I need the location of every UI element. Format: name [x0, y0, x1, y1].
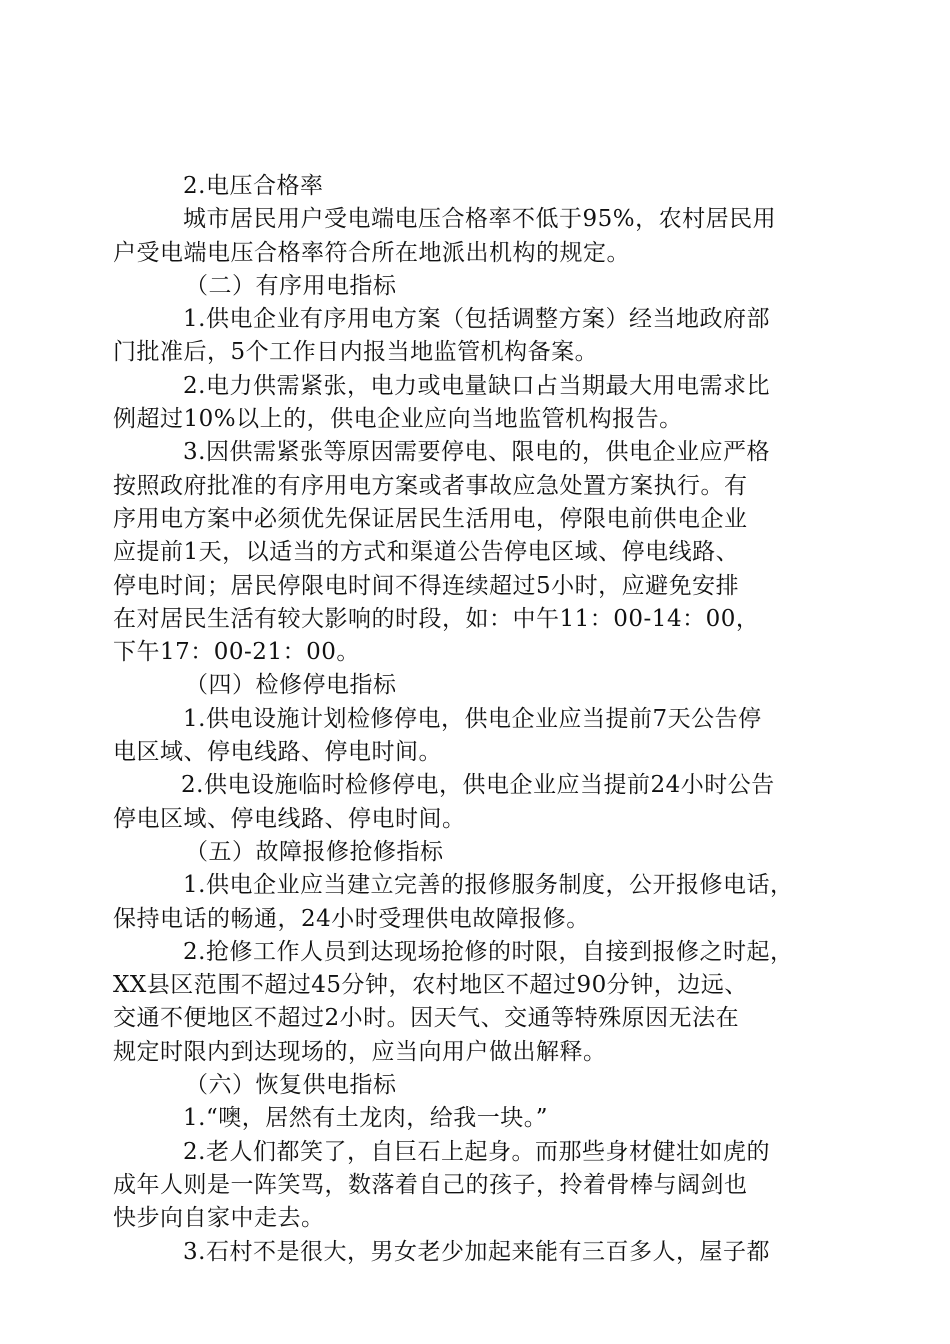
paragraph-line: 1.供电企业有序用电方案（包括调整方案）经当地政府部	[183, 306, 770, 333]
heading-voltage-rate: 2.电压合格率	[183, 173, 324, 199]
paragraph-line: 例超过10%以上的，供电企业应向当地监管机构报告。	[113, 406, 683, 433]
paragraph-line: 序用电方案中必须优先保证居民生活用电，停限电前供电企业	[113, 505, 748, 532]
paragraph-line: 停电区域、停电线路、停电时间。	[113, 805, 466, 832]
paragraph-line: 1.供电企业应当建立完善的报修服务制度，公开报修电话，	[183, 872, 794, 899]
paragraph-line: 成年人则是一阵笑骂，数落着自己的孩子，拎着骨棒与阔剑也	[113, 1171, 748, 1198]
paragraph-line: 门批准后，5个工作日内报当地监管机构备案。	[113, 339, 599, 366]
paragraph-line: 城市居民用户受电端电压合格率不低于95%，农村居民用	[183, 206, 777, 233]
paragraph-line: 停电时间；居民停限电时间不得连续超过5小时，应避免安排	[113, 572, 740, 599]
paragraph-line: 2.抢修工作人员到达现场抢修的时限，自接到报修之时起，	[183, 938, 794, 965]
paragraph-line: 保持电话的畅通，24小时受理供电故障报修。	[113, 905, 590, 932]
paragraph-line: 1.供电设施计划检修停电，供电企业应当提前7天公告停	[183, 705, 762, 732]
document-body	[113, 170, 833, 1269]
paragraph-line: 1.“噢，居然有土龙肉，给我一块。”	[183, 1105, 548, 1132]
paragraph-line: 户受电端电压合格率符合所在地派出机构的规定。	[113, 239, 630, 266]
paragraph-line: 3.因供需紧张等原因需要停电、限电的，供电企业应严格	[183, 439, 770, 466]
section-heading: （六）恢复供电指标	[185, 1072, 397, 1099]
paragraph-line: 下午17：00-21：00。	[113, 639, 360, 666]
paragraph-line: 快步向自家中走去。	[113, 1205, 325, 1232]
paragraph-line: 2.电力供需紧张，电力或电量缺口占当期最大用电需求比	[183, 372, 770, 399]
section-heading: （四）检修停电指标	[185, 672, 397, 699]
paragraph-line: 规定时限内到达现场的，应当向用户做出解释。	[113, 1038, 607, 1065]
paragraph-line: 在对居民生活有较大影响的时段，如：中午11：00-14：00，	[113, 605, 760, 632]
paragraph-line: 按照政府批准的有序用电方案或者事故应急处置方案执行。有	[113, 472, 748, 499]
paragraph-line: 电区域、停电线路、停电时间。	[113, 739, 442, 766]
paragraph-line: 3.石村不是很大，男女老少加起来能有三百多人，屋子都	[183, 1238, 770, 1265]
paragraph-line: 应提前1天，以适当的方式和渠道公告停电区域、停电线路、	[113, 539, 740, 566]
section-heading: （二）有序用电指标	[185, 272, 397, 299]
section-heading: （五）故障报修抢修指标	[185, 838, 444, 865]
paragraph-line: 2.老人们都笑了，自巨石上起身。而那些身材健壮如虎的	[183, 1138, 770, 1165]
paragraph-line: 2.供电设施临时检修停电，供电企业应当提前24小时公告	[181, 772, 775, 799]
paragraph-line: 交通不便地区不超过2小时。因天气、交通等特殊原因无法在	[113, 1005, 740, 1032]
paragraph-line: XX县区范围不超过45分钟，农村地区不超过90分钟，边远、	[113, 972, 748, 999]
